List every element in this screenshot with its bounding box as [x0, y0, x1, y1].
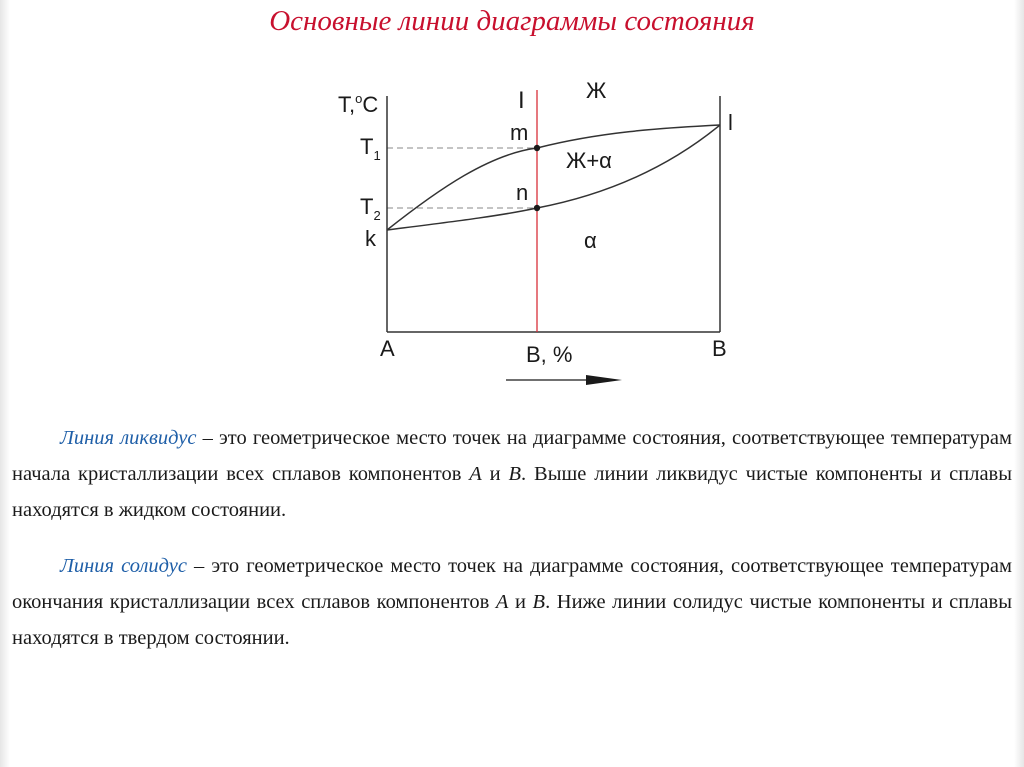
- point-m: [534, 145, 540, 151]
- label-t1: $T_1$: [360, 134, 381, 163]
- liquidus-text-1: – это геометрическое место точек на диаграмме состояния, соответствующее температурам начала кристаллизации всех сплавов компонентов: [12, 427, 1012, 485]
- composition-arrow-icon: [586, 375, 622, 385]
- solidus-text-1: – это геометрическое место точек на диаграмме состояния, соответствующее температурам окончания кристаллизации всех сплавов компонентов: [12, 555, 1012, 613]
- label-b: B: [712, 336, 727, 361]
- label-t2: $T_2$: [360, 194, 381, 223]
- label-l: l: [728, 110, 733, 135]
- axis-x-label: B, %: [526, 342, 573, 367]
- slide-left-edge: [0, 0, 10, 767]
- term-liquidus: Линия ликвидус: [60, 427, 197, 449]
- liquidus-and: и: [481, 463, 509, 485]
- region-solid: α: [584, 228, 597, 253]
- region-two-phase: Ж+α: [566, 148, 612, 173]
- slide-title: Основные линии диаграммы состояния: [269, 5, 755, 37]
- liquidus-text-2: . Выше линии ликвидус чистые компоненты и сплавы находятся в жидком состоянии.: [12, 463, 1012, 521]
- axis-y-label: T,$^o$C: [338, 91, 379, 117]
- solidus-comp-b: В: [532, 591, 546, 613]
- point-n: [534, 205, 540, 211]
- solidus-comp-a: А: [495, 591, 509, 613]
- label-m: m: [510, 120, 529, 145]
- term-solidus: Линия солидус: [60, 555, 187, 577]
- phase-diagram-svg: [340, 70, 780, 400]
- label-n: n: [516, 180, 529, 205]
- slide-right-edge: [1014, 0, 1024, 767]
- label-a: A: [380, 336, 395, 361]
- solidus-text-2: . Ниже линии солидус чистые компоненты и сплавы находятся в твердом состоянии.: [12, 591, 1012, 649]
- liquidus-comp-b: В: [508, 463, 522, 485]
- liquidus-comp-a: А: [469, 463, 482, 485]
- region-liquid: Ж: [586, 78, 607, 103]
- liquidus-line: [387, 125, 720, 230]
- label-k: k: [365, 226, 376, 251]
- phase-diagram: [340, 70, 780, 400]
- label-i: I: [518, 87, 525, 114]
- paragraph-liquidus: [12, 420, 1012, 528]
- solidus-and: и: [508, 591, 533, 613]
- solidus-line: [387, 125, 720, 230]
- paragraph-solidus: [12, 548, 1012, 656]
